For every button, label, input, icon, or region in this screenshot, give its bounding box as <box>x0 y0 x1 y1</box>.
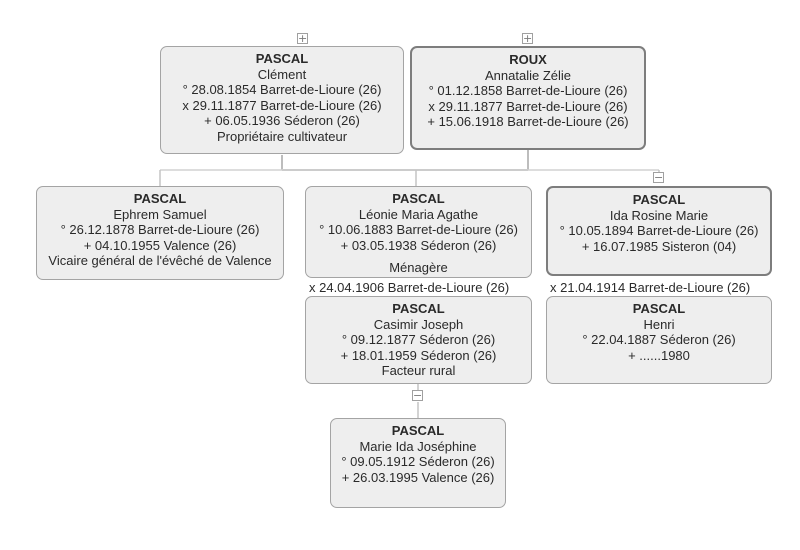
given-names: Ephrem Samuel <box>113 206 207 222</box>
given-names: Clément <box>257 66 307 82</box>
person-card-clement-pascal[interactable] <box>160 46 404 154</box>
expand-father-ancestors-button[interactable] <box>297 33 308 44</box>
person-card-henri-pascal[interactable] <box>546 296 772 384</box>
marriage-ida-henri: x 21.04.1914 Barret-de-Lioure (26) <box>550 280 751 295</box>
person-card-casimir-pascal[interactable] <box>305 296 532 384</box>
minus-icon: − <box>413 389 423 402</box>
occupation: Vicaire général de l'évêché de Valence <box>48 253 272 269</box>
birth: ° 26.12.1878 Barret-de-Lioure (26) <box>60 222 260 238</box>
death: + 04.10.1955 Valence (26) <box>83 237 237 253</box>
birth: ° 28.08.1854 Barret-de-Lioure (26) <box>182 82 382 98</box>
birth: ° 01.12.1858 Barret-de-Lioure (26) <box>428 83 628 99</box>
collapse-leonie-descendants-button[interactable] <box>412 390 423 401</box>
birth: ° 10.05.1894 Barret-de-Lioure (26) <box>559 223 759 239</box>
collapse-ida-descendants-button[interactable] <box>653 172 664 183</box>
plus-icon: + <box>523 32 533 45</box>
death: + 15.06.1918 Barret-de-Lioure (26) <box>427 114 629 130</box>
person-card-ida-pascal[interactable] <box>546 186 772 276</box>
person-card-annatalie-roux[interactable] <box>410 46 646 150</box>
surname: PASCAL <box>391 423 445 438</box>
surname: PASCAL <box>255 51 309 66</box>
given-names: Léonie Maria Agathe <box>358 206 479 222</box>
person-card-marie-pascal[interactable] <box>330 418 506 508</box>
given-names: Marie Ida Joséphine <box>359 438 477 454</box>
death: + 26.03.1995 Valence (26) <box>341 469 495 485</box>
given-names: Henri <box>643 316 675 332</box>
occupation: Ménagère <box>389 260 448 276</box>
given-names: Annatalie Zélie <box>485 67 571 83</box>
birth: ° 10.06.1883 Barret-de-Lioure (26) <box>319 222 518 238</box>
surname: PASCAL <box>133 191 187 206</box>
marriage: x 29.11.1877 Barret-de-Lioure (26) <box>428 98 628 114</box>
person-card-ephrem-pascal[interactable] <box>36 186 284 280</box>
death: + ......1980 <box>628 347 690 363</box>
death: + 06.05.1936 Séderon (26) <box>204 113 360 129</box>
birth: ° 22.04.1887 Séderon (26) <box>582 332 736 348</box>
death: + 16.07.1985 Sisteron (04) <box>581 238 737 254</box>
death: + 03.05.1938 Séderon (26) <box>340 237 497 253</box>
death: + 18.01.1959 Séderon (26) <box>340 347 497 363</box>
surname: PASCAL <box>392 301 445 316</box>
given-names: Casimir Joseph <box>373 316 464 332</box>
surname: PASCAL <box>632 192 686 207</box>
surname: PASCAL <box>632 301 686 316</box>
expand-mother-ancestors-button[interactable] <box>522 33 533 44</box>
plus-icon: + <box>298 32 308 45</box>
birth: ° 09.12.1877 Séderon (26) <box>341 332 496 348</box>
minus-icon: − <box>654 171 664 184</box>
surname: PASCAL <box>392 191 445 206</box>
marriage: x 29.11.1877 Barret-de-Lioure (26) <box>182 97 382 113</box>
surname: ROUX <box>509 52 547 67</box>
given-names: Ida Rosine Marie <box>609 207 709 223</box>
marriage-leonie-casimir: x 24.04.1906 Barret-de-Lioure (26) <box>309 280 510 295</box>
birth: ° 09.05.1912 Séderon (26) <box>341 454 495 470</box>
person-card-leonie-pascal[interactable] <box>305 186 532 278</box>
occupation: Facteur rural <box>381 363 456 379</box>
occupation: Propriétaire cultivateur <box>216 128 348 144</box>
